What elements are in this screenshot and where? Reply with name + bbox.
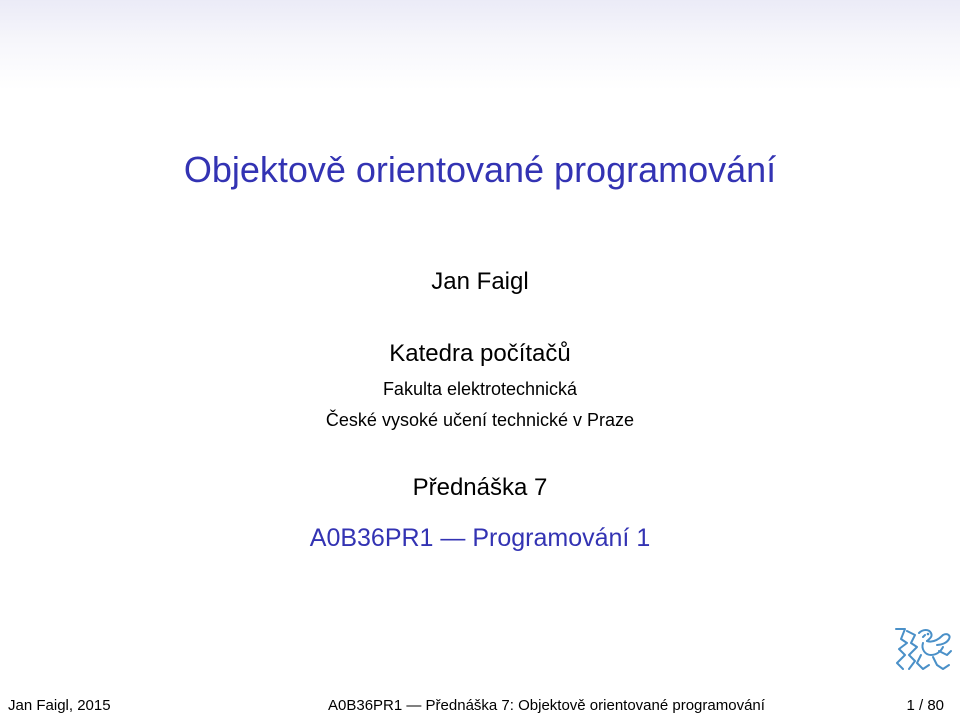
lecture-number: Přednáška 7 xyxy=(412,474,548,501)
department: Katedra počítačů xyxy=(389,340,571,367)
university: České vysoké učení technické v Praze xyxy=(325,410,635,430)
footer-author-year: Jan Faigl, 2015 xyxy=(8,697,111,714)
cvut-logo-icon xyxy=(893,625,953,673)
page-number: 1 / 80 xyxy=(906,697,944,714)
footer-lecture-title: A0B36PR1 — Přednáška 7: Objektově orientované programování xyxy=(328,697,765,714)
faculty: Fakulta elektrotechnická xyxy=(382,379,578,399)
course-title: A0B36PR1 — Programování 1 xyxy=(309,524,651,552)
author-name: Jan Faigl xyxy=(431,268,529,295)
slide-title: Objektově orientované programování xyxy=(183,149,777,190)
footer xyxy=(0,694,960,718)
